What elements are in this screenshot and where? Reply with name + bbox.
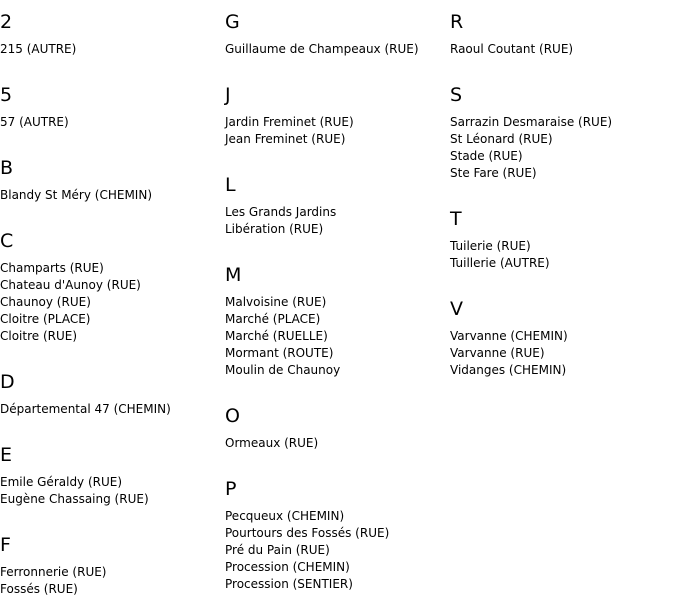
street-link[interactable]: Chateau d'Aunoy (RUE)	[0, 278, 141, 292]
letter-group	[225, 11, 445, 73]
street-link[interactable]: Procession (SENTIER)	[225, 577, 353, 591]
letter-heading: P	[225, 478, 237, 500]
letter-heading: F	[0, 534, 11, 556]
letter-heading: D	[0, 371, 15, 393]
street-link[interactable]: Guillaume de Champeaux (RUE)	[225, 42, 419, 56]
street-link[interactable]: Champarts (RUE)	[0, 261, 104, 275]
group-spacer	[450, 272, 670, 287]
street-link[interactable]: Raoul Coutant (RUE)	[450, 42, 574, 56]
street-link[interactable]: Cloitre (RUE)	[0, 329, 78, 343]
street-link[interactable]: Cloitre (PLACE)	[0, 312, 91, 326]
letter-group	[0, 11, 220, 73]
letter-heading: G	[225, 11, 240, 33]
group-spacer	[225, 452, 445, 467]
group-spacer	[225, 58, 445, 73]
street-link[interactable]: Varvanne (RUE)	[450, 346, 545, 360]
letter-group	[450, 298, 670, 379]
group-spacer	[0, 345, 220, 360]
letter-heading: R	[450, 11, 464, 33]
letter-heading: C	[0, 230, 14, 252]
street-link[interactable]: Ste Fare (RUE)	[450, 166, 537, 180]
street-link[interactable]: Marché (PLACE)	[225, 312, 321, 326]
letter-group	[0, 157, 220, 219]
letter-group	[225, 478, 445, 593]
street-link[interactable]: Pourtours des Fossés (RUE)	[225, 526, 390, 540]
street-link[interactable]: Pré du Pain (RUE)	[225, 543, 330, 557]
letter-heading: S	[450, 84, 463, 106]
letter-heading: J	[225, 84, 231, 106]
street-link[interactable]: Stade (RUE)	[450, 149, 523, 163]
street-link[interactable]: Moulin de Chaunoy	[225, 363, 341, 377]
street-link[interactable]: Libération (RUE)	[225, 222, 324, 236]
street-link[interactable]: Marché (RUELLE)	[225, 329, 328, 343]
street-link[interactable]: Vidanges (CHEMIN)	[450, 363, 567, 377]
letter-group	[0, 84, 220, 146]
group-spacer	[225, 238, 445, 253]
street-link[interactable]: Procession (CHEMIN)	[225, 560, 350, 574]
street-link[interactable]: Varvanne (CHEMIN)	[450, 329, 568, 343]
street-link[interactable]: Chaunoy (RUE)	[0, 295, 91, 309]
letter-heading: O	[225, 405, 240, 427]
letter-heading: E	[0, 444, 13, 466]
street-link[interactable]: Tuillerie (AUTRE)	[450, 256, 550, 270]
letter-heading: L	[225, 174, 236, 196]
letter-heading: 2	[0, 11, 13, 33]
letter-heading: V	[450, 298, 463, 320]
street-link[interactable]: Emile Géraldy (RUE)	[0, 475, 123, 489]
group-spacer	[0, 58, 220, 73]
letter-group	[0, 444, 220, 523]
street-link[interactable]: Eugène Chassaing (RUE)	[0, 492, 149, 506]
street-link[interactable]: Mormant (ROUTE)	[225, 346, 334, 360]
street-link[interactable]: Blandy St Méry (CHEMIN)	[0, 188, 152, 202]
group-spacer	[450, 58, 670, 73]
group-spacer	[225, 148, 445, 163]
letter-group	[450, 11, 670, 73]
street-link[interactable]: 57 (AUTRE)	[0, 115, 69, 129]
letter-heading: T	[450, 208, 462, 230]
group-spacer	[0, 418, 220, 433]
letter-group	[225, 264, 445, 394]
letter-group	[225, 84, 445, 163]
letter-group	[225, 405, 445, 467]
group-spacer	[450, 182, 670, 197]
index-column-2	[225, 0, 445, 593]
street-link[interactable]: Pecqueux (CHEMIN)	[225, 509, 345, 523]
street-link[interactable]: Les Grands Jardins	[225, 205, 337, 219]
letter-group	[0, 534, 220, 598]
letter-heading: M	[225, 264, 242, 286]
street-link[interactable]: Sarrazin Desmaraise (RUE)	[450, 115, 613, 129]
street-link[interactable]: Malvoisine (RUE)	[225, 295, 327, 309]
street-link[interactable]: Jardin Freminet (RUE)	[225, 115, 354, 129]
street-link[interactable]: Ormeaux (RUE)	[225, 436, 319, 450]
street-link[interactable]: Fossés (RUE)	[0, 582, 78, 596]
group-spacer	[0, 131, 220, 146]
letter-group	[225, 174, 445, 253]
index-column-1	[0, 0, 220, 598]
letter-group	[0, 371, 220, 433]
letter-group	[450, 84, 670, 197]
street-link[interactable]: St Léonard (RUE)	[450, 132, 553, 146]
street-link[interactable]: 215 (AUTRE)	[0, 42, 77, 56]
street-link[interactable]: Jean Freminet (RUE)	[225, 132, 346, 146]
letter-group	[0, 230, 220, 360]
letter-heading: 5	[0, 84, 13, 106]
group-spacer	[0, 508, 220, 523]
letter-heading: B	[0, 157, 14, 179]
index-column-3	[450, 0, 670, 379]
street-link[interactable]: Départemental 47 (CHEMIN)	[0, 402, 171, 416]
group-spacer	[0, 204, 220, 219]
street-link[interactable]: Ferronnerie (RUE)	[0, 565, 107, 579]
group-spacer	[225, 379, 445, 394]
street-link[interactable]: Tuilerie (RUE)	[450, 239, 531, 253]
letter-group	[450, 208, 670, 287]
